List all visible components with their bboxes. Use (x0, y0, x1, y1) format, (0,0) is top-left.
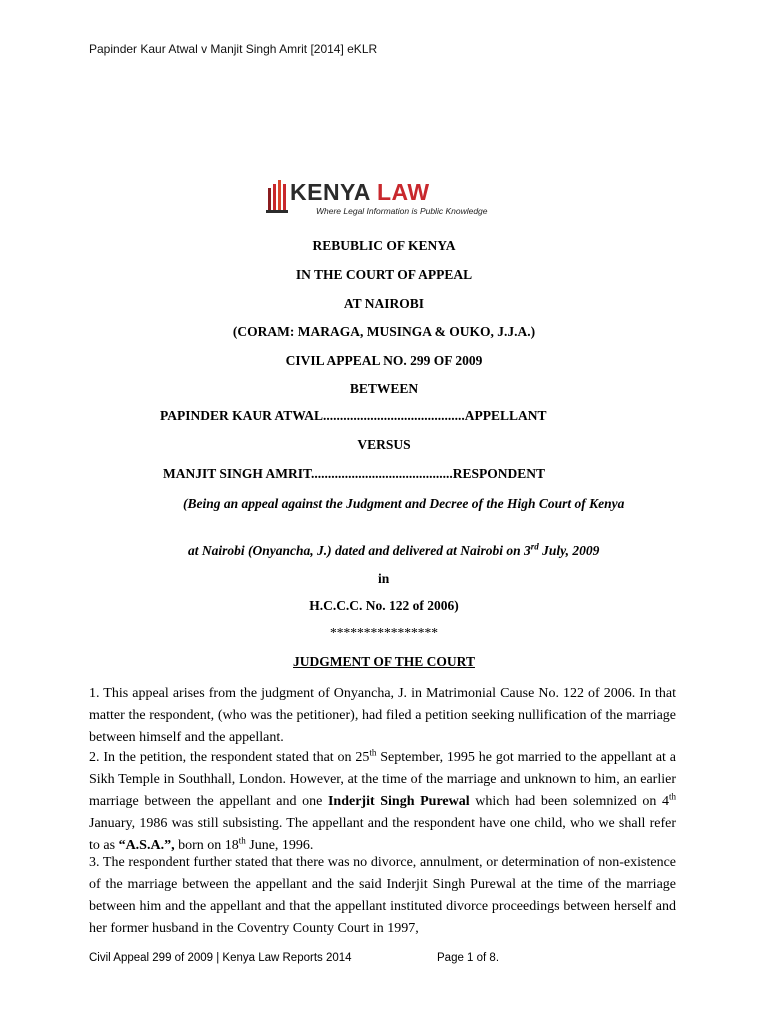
p2-text-c: which had been solemnized on 4 (469, 794, 669, 809)
p2-text-a: 2. In the petition, the respondent stated that on 25 (89, 750, 370, 765)
p2-child-initials: “A.S.A.”, (118, 838, 175, 853)
between-label: BETWEEN (349, 381, 419, 396)
logo-wordmark (290, 178, 430, 206)
appeal-note-sup: rd (530, 541, 539, 552)
p2-sup-1: th (369, 747, 377, 758)
republic-heading: REBUBLIC OF KENYA (312, 238, 456, 253)
logo-tagline: Where Legal Information is Public Knowledge (316, 206, 488, 216)
p2-name: Inderjit Singh Purewal (327, 794, 470, 809)
p2-sup-2: th (668, 791, 676, 802)
coram-heading: (CORAM: MARAGA, MUSINGA & OUKO, J.J.A.) (232, 324, 536, 339)
court-heading: IN THE COURT OF APPEAL (295, 267, 473, 282)
appeal-note-line2 (188, 543, 599, 559)
respondent-line: MANJIT SINGH AMRIT..........................................RESPONDENT (163, 466, 546, 481)
paragraph-1: 1. This appeal arises from the judgment of Onyancha, J. in Matrimonial Cause No. 122 of 2006. In that matter the respondent, (who was the petitioner), had filed a petition seeking nullification of the marriage between himself and the appellant. (89, 686, 676, 745)
logo-kenya-text: KENYA (290, 179, 371, 205)
judgment-heading-text: JUDGMENT OF THE COURT (293, 654, 475, 669)
appeal-note-line1: (Being an appeal against the Judgment and Decree of the High Court of Kenya (183, 496, 625, 511)
appeal-note-text-a: at Nairobi (Onyancha, J.) dated and delivered at Nairobi on 3 (188, 543, 531, 558)
kenya-law-logo (266, 178, 488, 218)
appeal-note-text-b: July, 2009 (538, 543, 600, 558)
p2-text-b: September, 1995 he got married to the appellant at a Sikh Temple in Southhall, London. However, at the time of the marriage and unknown to him, an earlier marriage between the appellant and one (89, 750, 676, 809)
pillars-logo-icon (266, 178, 290, 214)
p2-sup-3: th (238, 835, 246, 846)
hccc-reference: H.C.C.C. No. 122 of 2006) (309, 598, 459, 613)
p2-text-d: January, 1986 was still subsisting. The appellant and the respondent have one child, who we shall refer to as (89, 816, 676, 853)
running-header-citation: Papinder Kaur Atwal v Manjit Singh Amrit [2014] eKLR (89, 42, 378, 56)
p2-text-f: June, 1996. (245, 838, 314, 853)
appellant-line: PAPINDER KAUR ATWAL..........................................APPELLANT (160, 408, 547, 423)
p2-text-e: born on 18 (174, 838, 239, 853)
case-number: CIVIL APPEAL NO. 299 OF 2009 (285, 353, 483, 368)
stars-separator: **************** (330, 625, 438, 640)
footer-citation: Civil Appeal 299 of 2009 | Kenya Law Reports 2014 (89, 952, 352, 964)
location-heading: AT NAIROBI (343, 296, 425, 311)
versus-label: VERSUS (357, 437, 411, 452)
paragraph-2 (89, 747, 676, 857)
in-label: in (378, 571, 390, 586)
logo-law-text: LAW (376, 179, 430, 205)
judgment-heading (0, 654, 768, 670)
footer-page-number: Page 1 of 8. (437, 952, 500, 964)
paragraph-3: 3. The respondent further stated that there was no divorce, annulment, or determination of non-existence of the marriage between the appellant and the said Inderjit Singh Purewal at the time of the marriage between him and the appellant and that the appellant instituted divorce proceedings between herself and her former husband in the Coventry County Court in 1997, (89, 855, 676, 936)
